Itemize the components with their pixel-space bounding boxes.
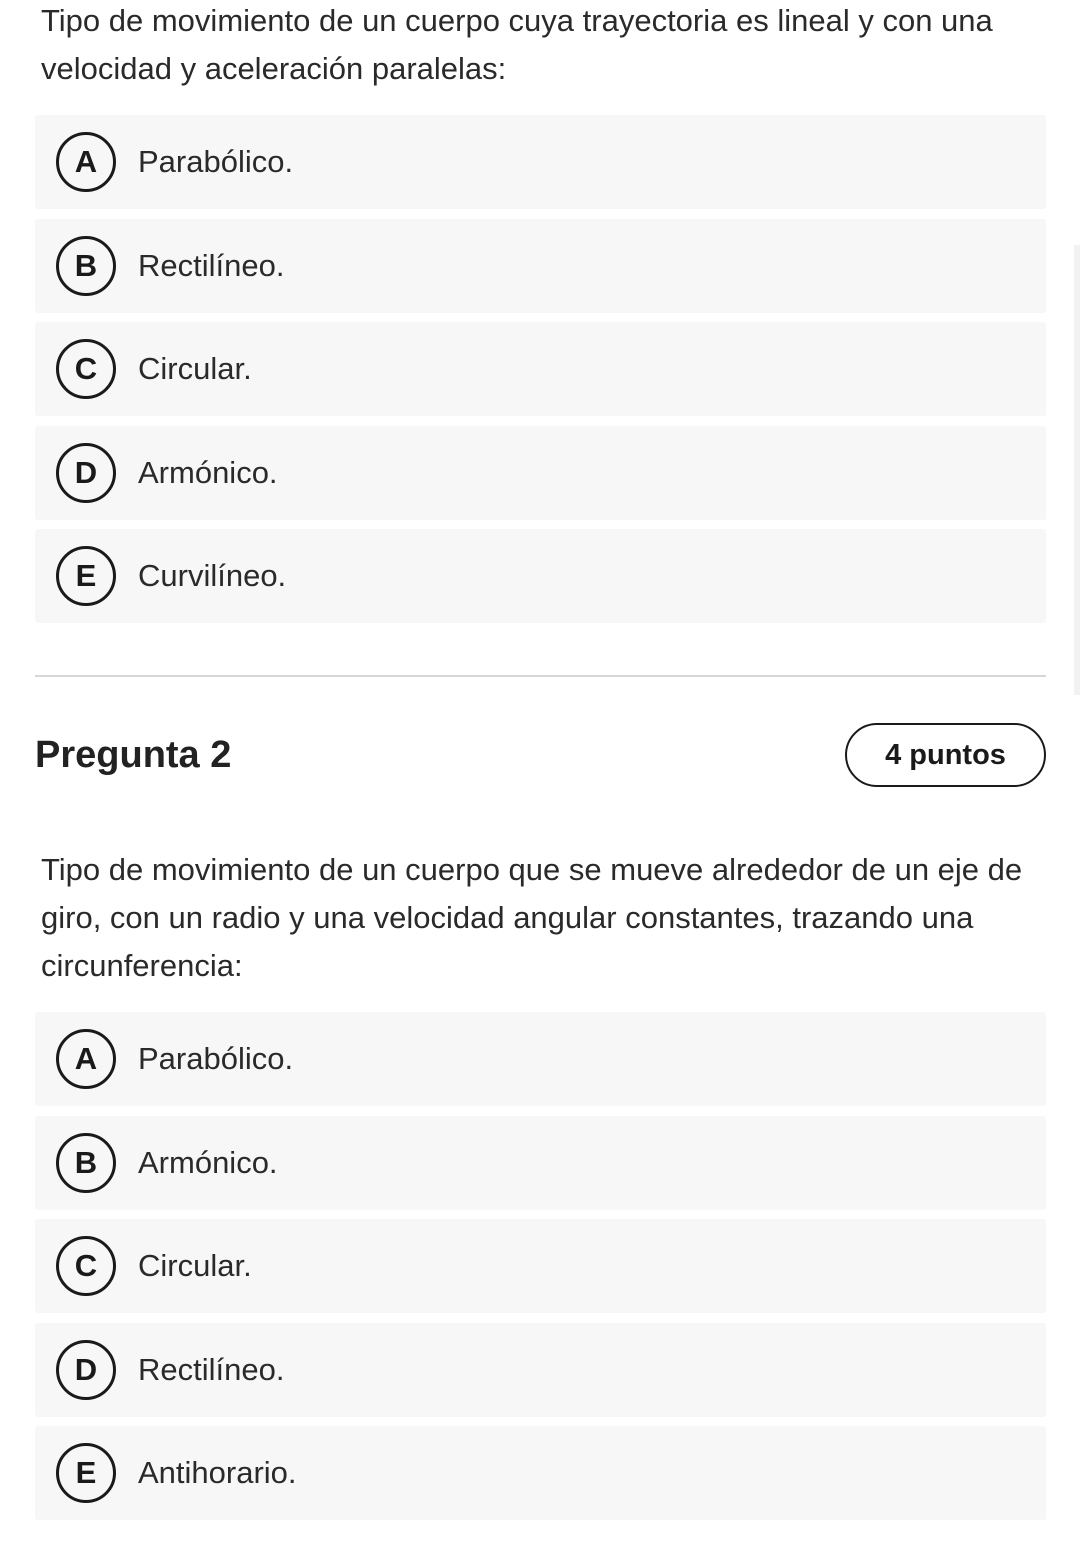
option-letter-badge: C <box>56 1236 116 1296</box>
option-letter-badge: D <box>56 1340 116 1400</box>
option-a[interactable] <box>35 1012 1046 1106</box>
option-d[interactable] <box>35 1323 1046 1417</box>
option-letter-badge: A <box>56 132 116 192</box>
option-label: Circular. <box>138 1248 252 1283</box>
scrollbar-track[interactable] <box>1074 245 1080 695</box>
question-1-prompt: Tipo de movimiento de un cuerpo cuya trayectoria es lineal y con una velocidad y aceleración paralelas: <box>41 3 993 86</box>
option-letter-badge: B <box>56 236 116 296</box>
option-label: Parabólico. <box>138 144 294 179</box>
option-a[interactable] <box>35 115 1046 209</box>
option-letter-badge: C <box>56 339 116 399</box>
question-2-options <box>35 1012 1046 1530</box>
option-e[interactable] <box>35 529 1046 623</box>
question-1-options <box>35 115 1046 633</box>
option-label: Curvilíneo. <box>138 558 287 593</box>
points-badge: 4 puntos <box>845 723 1046 787</box>
option-d[interactable] <box>35 426 1046 520</box>
option-label: Rectilíneo. <box>138 1351 285 1387</box>
option-label: Armónico. <box>138 1144 278 1180</box>
option-letter-badge: A <box>56 1029 116 1089</box>
option-e[interactable] <box>35 1426 1046 1520</box>
option-label: Circular. <box>138 351 252 386</box>
option-c[interactable] <box>35 1219 1046 1313</box>
option-label: Antihorario. <box>138 1455 297 1490</box>
option-letter-badge: B <box>56 1133 116 1193</box>
option-label: Rectilíneo. <box>138 247 285 283</box>
option-letter-badge: E <box>56 1443 116 1503</box>
question-2-title: Pregunta 2 <box>35 734 232 776</box>
option-label: Armónico. <box>138 454 278 490</box>
option-b[interactable] <box>35 1116 1046 1210</box>
question-2-prompt: Tipo de movimiento de un cuerpo que se mueve alrededor de un eje de giro, con un radio y una velocidad angular constantes, trazando una circunferencia: <box>41 852 1023 983</box>
option-b[interactable] <box>35 219 1046 313</box>
option-c[interactable] <box>35 322 1046 416</box>
question-divider <box>35 675 1046 677</box>
option-letter-badge: D <box>56 443 116 503</box>
option-label: Parabólico. <box>138 1041 294 1076</box>
option-letter-badge: E <box>56 546 116 606</box>
